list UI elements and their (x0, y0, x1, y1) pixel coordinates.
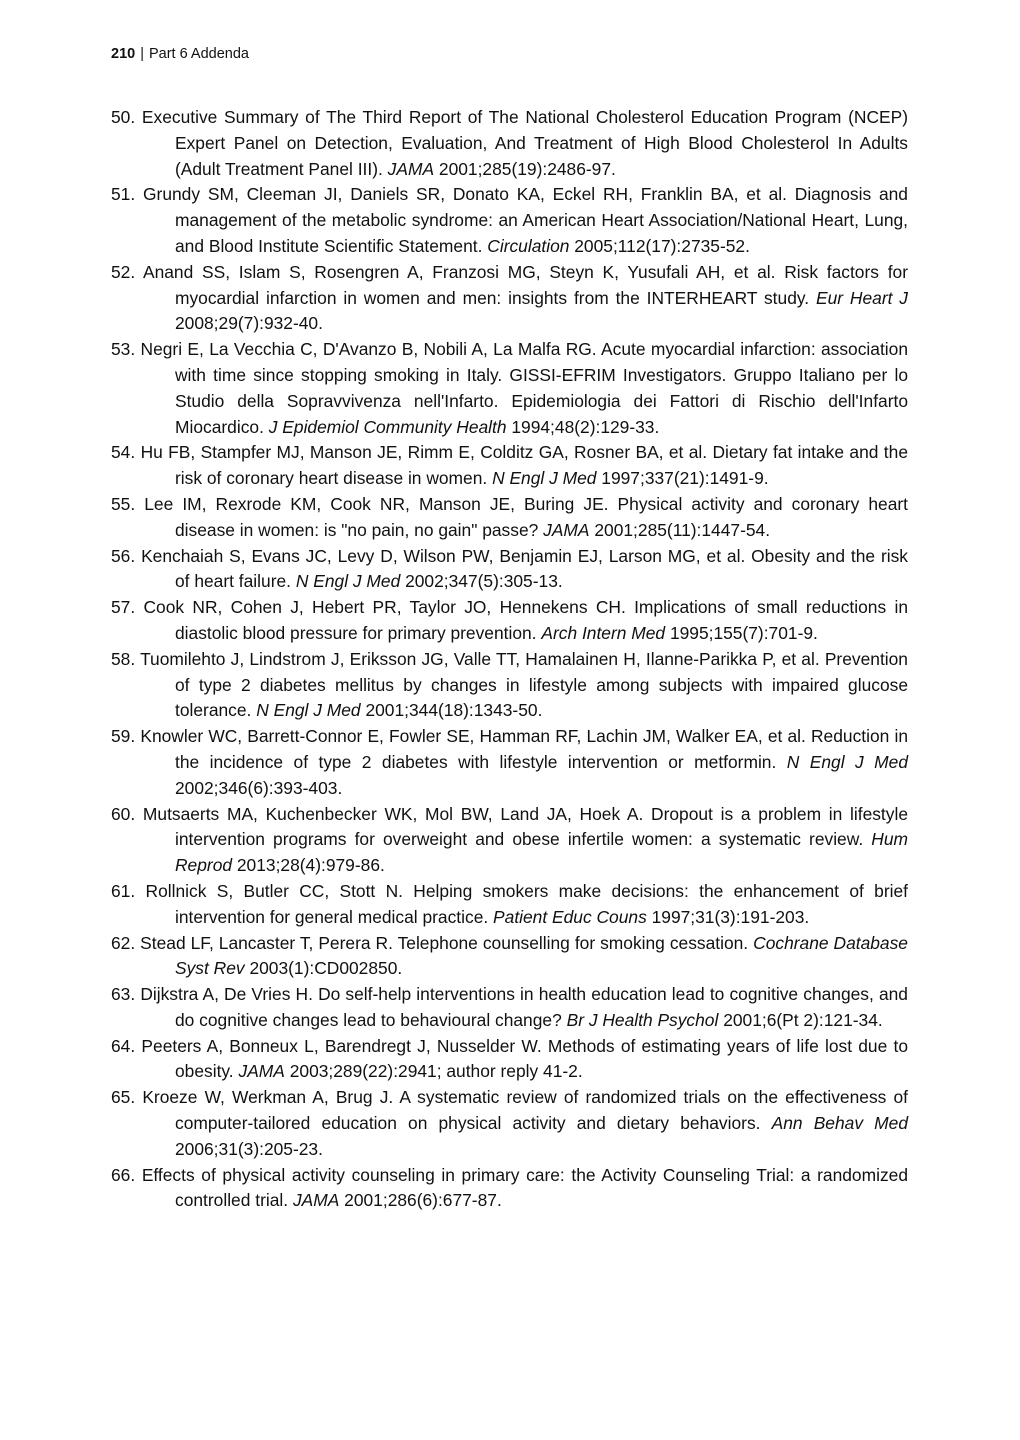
journal-name: JAMA (292, 1190, 340, 1211)
reference-item (111, 931, 908, 983)
journal-name: Circulation (487, 235, 570, 256)
citation-details: 1997;31(3):191-203. (651, 906, 810, 927)
reference-number: 58. (111, 648, 136, 669)
journal-name: Ann Behav Med (771, 1113, 908, 1134)
reference-number: 63. (111, 984, 136, 1005)
citation-details: 2001;285(19):2486-97. (438, 158, 616, 179)
citation-details: 1994;48(2):129-33. (511, 416, 660, 437)
reference-item (111, 544, 908, 596)
reference-text: Knowler WC, Barrett-Connor E, Fowler SE, Hamman RF, Lachin JM, Walker EA, et al. Reduction in the incidence of type 2 diabetes with lifestyle intervention or metformin. (140, 726, 908, 772)
reference-item (111, 724, 908, 801)
header-separator: | (140, 46, 144, 62)
journal-name: Cochrane Database Syst Rev (175, 932, 908, 979)
journal-name: JAMA (387, 158, 435, 179)
reference-number: 64. (111, 1035, 136, 1056)
reference-text: Mutsaerts MA, Kuchenbecker WK, Mol BW, Land JA, Hoek A. Dropout is a problem in lifestyle intervention programs for overweight and obese infertile women: a systematic review. (142, 803, 908, 850)
citation-details: 2013;28(4):979-86. (236, 855, 385, 876)
journal-name: Eur Heart J (815, 287, 909, 308)
reference-text: Lee IM, Rexrode KM, Cook NR, Manson JE, Buring JE. Physical activity and coronary heart disease in women: is "no pain, no gain" passe? (144, 493, 908, 540)
reference-text: Tuomilehto J, Lindstrom J, Eriksson JG, Valle TT, Hamalainen H, Ilanne-Parikka P, et al. Prevention of type 2 diabetes mellitus by changes in lifestyle among subjects with impaired glucose tolerance. (140, 648, 908, 721)
reference-number: 54. (111, 442, 136, 463)
journal-name: N Engl J Med (492, 468, 597, 489)
reference-item (111, 647, 908, 724)
reference-item (111, 105, 908, 182)
reference-item (111, 1085, 908, 1162)
journal-name: Arch Intern Med (541, 622, 666, 643)
reference-number: 57. (111, 597, 136, 618)
reference-text: Anand SS, Islam S, Rosengren A, Franzosi MG, Steyn K, Yusufali AH, et al. Risk factors for myocardial infarction in women and men: insights from the INTERHEART study. (142, 261, 909, 308)
reference-item (111, 182, 908, 259)
section-title: Part 6 Addenda (148, 46, 249, 62)
reference-item (111, 440, 908, 492)
journal-name: Hum Reprod (175, 829, 909, 876)
citation-details: 2001;285(11):1447-54. (594, 519, 771, 540)
citation-details: 2001;286(6):677-87. (344, 1190, 502, 1211)
reference-number: 52. (111, 261, 136, 282)
journal-name: Br J Health Psychol (566, 1009, 719, 1030)
page-number: 210 (111, 46, 136, 62)
reference-text: Kenchaiah S, Evans JC, Levy D, Wilson PW, Benjamin EJ, Larson MG, et al. Obesity and the risk of heart failure. (141, 545, 908, 592)
reference-text: Hu FB, Stampfer MJ, Manson JE, Rimm E, Colditz GA, Rosner BA, et al. Dietary fat intake and the risk of coronary heart disease in women. (140, 442, 908, 489)
reference-item (111, 879, 908, 931)
reference-number: 61. (111, 880, 136, 901)
citation-details: 2003;289(22):2941; author reply 41-2. (289, 1061, 583, 1082)
citation-details: 2001;6(Pt 2):121-34. (723, 1009, 883, 1030)
reference-text: Dijkstra A, De Vries H. Do self-help interventions in health education lead to cognitive changes, and do cognitive changes lead to behavioural change? (140, 984, 908, 1030)
reference-text: Executive Summary of The Third Report of The National Cholesterol Education Program (NCEP) Expert Panel on Detection, Evaluation, And Treatment of High Blood Cholesterol In Adults (Adult Treatment Panel III). (141, 107, 908, 179)
citation-details: 2001;344(18):1343-50. (365, 700, 543, 721)
reference-item (111, 492, 908, 544)
journal-name: Patient Educ Couns (493, 906, 647, 927)
reference-item (111, 1163, 908, 1215)
journal-name: N Engl J Med (786, 751, 908, 772)
journal-name: JAMA (543, 519, 590, 540)
reference-text: Effects of physical activity counseling in primary care: the Activity Counseling Trial: a randomized controlled trial. (141, 1164, 908, 1211)
citation-details: 2005;112(17):2735-52. (574, 235, 750, 256)
reference-text: Grundy SM, Cleeman JI, Daniels SR, Donato KA, Eckel RH, Franklin BA, et al. Diagnosis and management of the metabolic syndrome: an American Heart Association/National Heart, Lung, and Blood Institute Scientific Statement. (143, 184, 908, 256)
citation-details: 2002;347(5):305-13. (405, 571, 563, 592)
reference-number: 65. (111, 1087, 136, 1108)
page-header (111, 44, 249, 64)
reference-number: 60. (111, 803, 136, 824)
citation-details: 1995;155(7):701-9. (669, 622, 818, 643)
citation-details: 1997;337(21):1491-9. (601, 468, 769, 489)
reference-list (111, 105, 908, 1214)
reference-number: 59. (111, 726, 136, 747)
reference-number: 56. (111, 545, 136, 566)
reference-text: Peeters A, Bonneux L, Barendregt J, Nusselder W. Methods of estimating years of life lost due to obesity. (141, 1035, 908, 1082)
journal-name: N Engl J Med (295, 571, 401, 592)
reference-text: Negri E, La Vecchia C, D'Avanzo B, Nobili A, La Malfa RG. Acute myocardial infarction: association with time since stopping smoking in Italy. GISSI-EFRIM Investigators. Gruppo Italiano per lo Studio della Sopravvivenza nell'Infarto. Epidemiologia dei Fattori di Rischio dell'Infarto Miocardico. (140, 339, 908, 437)
reference-text: Stead LF, Lancaster T, Perera R. Telephone counselling for smoking cessation. (140, 932, 749, 953)
journal-name: N Engl J Med (256, 700, 361, 721)
reference-text: Kroeze W, Werkman A, Brug J. A systematic review of randomized trials on the effectiveness of computer-tailored education on physical activity and dietary behaviors. (142, 1087, 908, 1134)
reference-text: Rollnick S, Butler CC, Stott N. Helping smokers make decisions: the enhancement of brief intervention for general medical practice. (145, 880, 908, 927)
journal-name: JAMA (238, 1061, 285, 1082)
reference-number: 50. (111, 107, 136, 127)
reference-item (111, 595, 908, 647)
citation-details: 2006;31(3):205-23. (175, 1138, 323, 1159)
reference-number: 51. (111, 184, 136, 205)
reference-item (111, 802, 908, 879)
reference-item (111, 982, 908, 1034)
reference-item (111, 260, 908, 337)
journal-name: J Epidemiol Community Health (268, 416, 507, 437)
reference-number: 53. (111, 339, 136, 360)
citation-details: 2008;29(7):932-40. (175, 313, 323, 334)
reference-text: Cook NR, Cohen J, Hebert PR, Taylor JO, Hennekens CH. Implications of small reductions in diastolic blood pressure for primary prevention. (143, 597, 908, 643)
reference-item (111, 337, 908, 440)
citation-details: 2002;346(6):393-403. (175, 777, 343, 798)
reference-number: 55. (111, 493, 136, 514)
reference-number: 66. (111, 1164, 136, 1185)
reference-item (111, 1034, 908, 1086)
citation-details: 2003(1):CD002850. (249, 958, 403, 979)
reference-number: 62. (111, 932, 136, 953)
